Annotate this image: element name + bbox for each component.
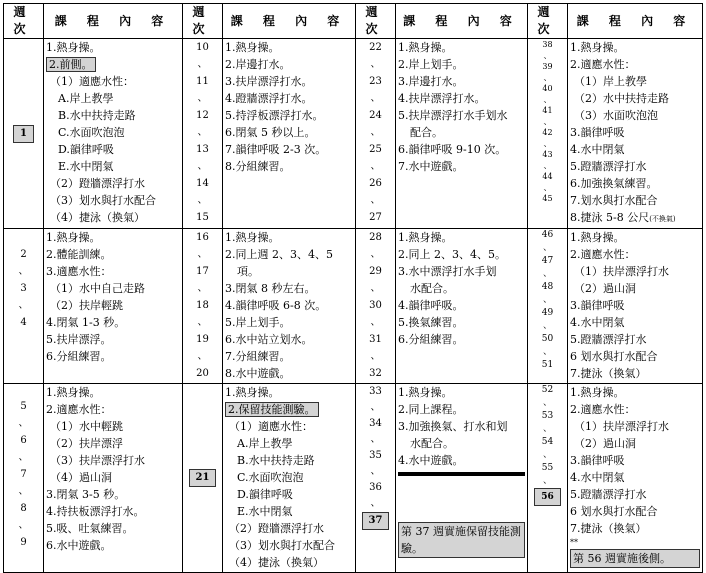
week-number: 7 bbox=[20, 469, 27, 480]
content-cell bbox=[396, 39, 528, 229]
content-line: 7.划水與打水配合 bbox=[570, 194, 658, 207]
week-separator: 、 bbox=[370, 283, 381, 294]
content-line: 6.分組練習。 bbox=[46, 350, 112, 363]
content-line: 5.蹬牆漂浮打水 bbox=[570, 488, 647, 501]
content-line: 6.水中站立划水。 bbox=[225, 333, 313, 346]
week-number: 4 bbox=[20, 317, 27, 328]
content-line: 3.扶岸漂浮打水。 bbox=[225, 75, 313, 88]
content-line: 8.捷泳 5-8 公尺 bbox=[570, 211, 650, 224]
week-separator: 、 bbox=[197, 283, 208, 294]
week-cell bbox=[4, 39, 44, 229]
week-separator: 、 bbox=[18, 520, 29, 531]
content-line: （4）捷泳（換氣） bbox=[229, 556, 324, 569]
week-number: 5 bbox=[20, 401, 27, 412]
header-content-1: 課 程 內 容 bbox=[44, 4, 183, 39]
content-line: 7.分組練習。 bbox=[225, 350, 291, 363]
content-line: （1）適應水性： bbox=[50, 75, 134, 88]
week-number: 48 bbox=[541, 282, 554, 292]
week-number: 27 bbox=[369, 212, 382, 223]
content-line: 4.扶岸漂浮打水。 bbox=[398, 92, 486, 105]
test-week-box: 37 bbox=[362, 512, 390, 530]
week-separator: 、 bbox=[542, 269, 552, 279]
week-cell bbox=[183, 39, 223, 229]
week-number: 51 bbox=[541, 360, 554, 370]
content-line: 2.岸邊打水。 bbox=[225, 58, 291, 71]
content-line: 1.熱身操。 bbox=[398, 231, 453, 244]
week-number: 49 bbox=[541, 308, 554, 318]
week-number: 11 bbox=[196, 76, 209, 87]
week-separator: 、 bbox=[370, 498, 381, 509]
content-line: 4.閉氣 1-3 秒。 bbox=[46, 316, 126, 329]
content-line: 6.韻律呼吸 9-10 次。 bbox=[398, 143, 507, 156]
content-line: （1）扶岸漂浮打水 bbox=[574, 265, 669, 278]
week-separator: 、 bbox=[542, 450, 552, 460]
week-separator: 、 bbox=[543, 51, 552, 60]
block-row-1 bbox=[4, 39, 703, 229]
week-cell bbox=[528, 229, 568, 384]
week-cell bbox=[4, 229, 44, 384]
week-cell bbox=[183, 229, 223, 384]
content-line: ** bbox=[570, 538, 578, 547]
week-separator: 、 bbox=[542, 476, 552, 486]
content-line: 1.熱身操。 bbox=[46, 386, 101, 399]
content-cell bbox=[223, 384, 356, 573]
week-number: 28 bbox=[369, 232, 382, 243]
content-line: 5.換氣練習。 bbox=[398, 316, 464, 329]
week-number: 36 bbox=[369, 482, 382, 493]
content-line: 4.水中閉氣 bbox=[570, 316, 625, 329]
week-number: 25 bbox=[369, 144, 382, 155]
week-number: 9 bbox=[20, 537, 27, 548]
header-row bbox=[4, 4, 703, 39]
week-number: 52 bbox=[541, 385, 554, 395]
content-cell bbox=[568, 39, 703, 229]
content-line: 5.蹬牆漂浮打水 bbox=[570, 160, 647, 173]
header-content-4: 課 程 內 容 bbox=[568, 4, 703, 39]
week-separator: 、 bbox=[370, 351, 381, 362]
content-line: D.韻律呼吸 bbox=[58, 143, 114, 156]
week-separator: 、 bbox=[197, 195, 208, 206]
content-cell bbox=[396, 384, 528, 573]
week-number: 16 bbox=[196, 232, 209, 243]
week-separator: 、 bbox=[543, 161, 552, 170]
week-separator: 、 bbox=[370, 317, 381, 328]
week-separator: 、 bbox=[542, 398, 552, 408]
content-line: 4.韻律呼吸 6-8 次。 bbox=[225, 299, 327, 312]
small-note: (不換氣) bbox=[649, 215, 676, 223]
week-number: 42 bbox=[542, 128, 553, 137]
week-separator: 、 bbox=[542, 243, 552, 253]
content-line: 2.適應水性： bbox=[570, 58, 636, 71]
week-number: 26 bbox=[369, 178, 382, 189]
week-separator: 、 bbox=[197, 249, 208, 260]
content-line: 1.熱身操。 bbox=[570, 386, 625, 399]
week-number: 38 bbox=[542, 40, 553, 49]
week-cell bbox=[183, 384, 223, 573]
content-line: 3.岸邊打水。 bbox=[398, 75, 464, 88]
content-line: 1.熱身操。 bbox=[46, 41, 101, 54]
content-line: 配合。 bbox=[410, 126, 443, 139]
content-line: B.水中扶持走路 bbox=[237, 454, 315, 467]
content-cell bbox=[44, 39, 183, 229]
week-separator: 、 bbox=[197, 93, 208, 104]
test-week-box: 21 bbox=[189, 469, 217, 487]
content-line: （1）扶岸漂浮打水 bbox=[574, 420, 669, 433]
block-row-3 bbox=[4, 384, 703, 573]
week-separator: 、 bbox=[370, 59, 381, 70]
content-line: 1.熱身操。 bbox=[225, 386, 280, 399]
content-line: （3）水面吹泡泡 bbox=[574, 109, 658, 122]
content-line: （1）水中自己走路 bbox=[50, 282, 145, 295]
content-line: 7.捷泳（換氣） bbox=[570, 367, 647, 380]
content-line: 5.吸、吐氣練習。 bbox=[46, 522, 134, 535]
content-cell bbox=[568, 229, 703, 384]
content-line: 水配合。 bbox=[410, 282, 454, 295]
week-separator: 、 bbox=[18, 418, 29, 429]
content-line: 7.捷泳（換氣） bbox=[570, 522, 647, 535]
week-separator: 、 bbox=[543, 139, 552, 148]
week-separator: 、 bbox=[197, 59, 208, 70]
week-number: 6 bbox=[20, 435, 27, 446]
week-number: 46 bbox=[541, 230, 554, 240]
week-separator: 、 bbox=[542, 295, 552, 305]
content-line: A.岸上教學 bbox=[58, 92, 114, 105]
week-number: 32 bbox=[369, 368, 382, 379]
content-line: （4）過山洞 bbox=[50, 471, 112, 484]
week-separator: 、 bbox=[370, 93, 381, 104]
week-separator: 、 bbox=[542, 321, 552, 331]
week-number: 53 bbox=[541, 411, 554, 421]
week-number: 54 bbox=[541, 437, 554, 447]
week-cell bbox=[356, 39, 396, 229]
week-number: 41 bbox=[542, 106, 553, 115]
content-line: （3）划水與打水配合 bbox=[229, 539, 335, 552]
week-separator: 、 bbox=[543, 183, 552, 192]
week-separator: 、 bbox=[542, 347, 552, 357]
content-cell bbox=[44, 384, 183, 573]
content-line: 3.適應水性： bbox=[46, 265, 112, 278]
content-line: （2）水中扶持走路 bbox=[574, 92, 669, 105]
content-cell bbox=[568, 384, 703, 573]
content-line: 2.岸上划手。 bbox=[398, 58, 464, 71]
content-line: C.水面吹泡泡 bbox=[237, 471, 304, 484]
week-number: 45 bbox=[542, 194, 553, 203]
content-line: 6.水中遊戲。 bbox=[46, 539, 112, 552]
week-separator: 、 bbox=[370, 434, 381, 445]
week-number: 22 bbox=[369, 42, 382, 53]
content-line: 6.閉氣 5 秒以上。 bbox=[225, 126, 316, 139]
header-week-2: 週 次 bbox=[183, 4, 223, 39]
week-separator: 、 bbox=[197, 351, 208, 362]
content-line: （2）蹬牆漂浮打水 bbox=[229, 522, 324, 535]
content-line: （1）水中輕跳 bbox=[50, 420, 123, 433]
content-cell bbox=[223, 39, 356, 229]
content-line: 7.韻律呼吸 2-3 次。 bbox=[225, 143, 327, 156]
content-line: 3.閉氣 8 秒左右。 bbox=[225, 282, 316, 295]
current-week-box: 1 bbox=[13, 125, 34, 143]
week-number: 23 bbox=[369, 76, 382, 87]
content-line: （1）岸上教學 bbox=[574, 75, 647, 88]
content-line: 6 划水與打水配合 bbox=[570, 505, 658, 518]
content-line: （2）扶岸輕跳 bbox=[50, 299, 123, 312]
content-line: 水配合。 bbox=[410, 437, 454, 450]
week-cell bbox=[528, 39, 568, 229]
header-week-4: 週 次 bbox=[528, 4, 568, 39]
content-line: 4.水中閉氣 bbox=[570, 471, 625, 484]
week-number: 35 bbox=[369, 450, 382, 461]
content-line: 1.熱身操。 bbox=[398, 386, 453, 399]
week-number: 30 bbox=[369, 300, 382, 311]
week-number: 17 bbox=[196, 266, 209, 277]
week-number: 10 bbox=[196, 42, 209, 53]
week-number: 18 bbox=[196, 300, 209, 311]
content-line: （2）蹬牆漂浮打水 bbox=[50, 177, 145, 190]
week-cell bbox=[4, 384, 44, 573]
content-line: 1.熱身操。 bbox=[46, 231, 101, 244]
content-line: 6.分組練習。 bbox=[398, 333, 464, 346]
week-separator: 、 bbox=[197, 127, 208, 138]
week-number: 20 bbox=[196, 368, 209, 379]
week-cell bbox=[356, 384, 396, 573]
week-number: 40 bbox=[542, 84, 553, 93]
content-line: （3）扶岸漂浮打水 bbox=[50, 454, 145, 467]
week-number: 55 bbox=[541, 463, 554, 473]
content-line: 項。 bbox=[237, 265, 259, 278]
thick-divider bbox=[398, 472, 525, 476]
content-line: 8.分組練習。 bbox=[225, 160, 291, 173]
content-line: 3.水中漂浮打水手划 bbox=[398, 265, 497, 278]
content-line: 1.熱身操。 bbox=[570, 41, 625, 54]
week-number: 31 bbox=[369, 334, 382, 345]
header-week-1: 週 次 bbox=[4, 4, 44, 39]
content-line: 2.體能訓練。 bbox=[46, 248, 112, 261]
content-line: 2.適應水性： bbox=[570, 248, 636, 261]
content-line: （4）捷泳（換氣） bbox=[50, 211, 145, 224]
content-cell bbox=[44, 229, 183, 384]
week-separator: 、 bbox=[543, 117, 552, 126]
week-number: 44 bbox=[542, 172, 553, 181]
week-separator: 、 bbox=[543, 95, 552, 104]
content-line: 3.加強換氣、打水和划 bbox=[398, 420, 508, 433]
week-number: 12 bbox=[196, 110, 209, 121]
content-cell bbox=[223, 229, 356, 384]
block-row-2 bbox=[4, 229, 703, 384]
content-line: C.水面吹泡泡 bbox=[58, 126, 125, 139]
content-cell bbox=[396, 229, 528, 384]
post-test-note: 第 56 週實施後側。 bbox=[570, 549, 700, 568]
week-separator: 、 bbox=[18, 300, 29, 311]
week-number: 2 bbox=[20, 249, 27, 260]
content-line: 7.水中遊戲。 bbox=[398, 160, 464, 173]
content-line: 2.適應水性： bbox=[46, 403, 112, 416]
week-separator: 、 bbox=[370, 161, 381, 172]
week-separator: 、 bbox=[18, 486, 29, 497]
week-cell bbox=[528, 384, 568, 573]
post-test-week-box: 56 bbox=[534, 488, 561, 506]
content-line: 4.韻律呼吸。 bbox=[398, 299, 464, 312]
content-line: E.水中閉氣 bbox=[237, 505, 293, 518]
retention-test-note: 第 37 週實施保留技能測驗。 bbox=[398, 522, 525, 558]
content-line: 2.適應水性： bbox=[570, 403, 636, 416]
week-number: 13 bbox=[196, 144, 209, 155]
week-separator: 、 bbox=[197, 161, 208, 172]
content-line: 6 划水與打水配合 bbox=[570, 350, 658, 363]
content-line-highlight: 2.保留技能測驗。 bbox=[225, 402, 319, 417]
content-line: 6.加強換氣練習。 bbox=[570, 177, 658, 190]
week-separator: 、 bbox=[543, 73, 552, 82]
content-line-highlight: 2.前側。 bbox=[46, 57, 96, 72]
content-line: （2）扶岸漂浮 bbox=[50, 437, 123, 450]
content-line: 5.扶岸漂浮。 bbox=[46, 333, 112, 346]
week-number: 43 bbox=[542, 150, 553, 159]
content-line: 3.韻律呼吸 bbox=[570, 299, 625, 312]
week-separator: 、 bbox=[370, 195, 381, 206]
content-line: （3）划水與打水配合 bbox=[50, 194, 156, 207]
week-number: 34 bbox=[369, 418, 382, 429]
content-line: 5.扶岸漂浮打水手划水 bbox=[398, 109, 508, 122]
content-line: 3.韻律呼吸 bbox=[570, 126, 625, 139]
content-line: 2.同上課程。 bbox=[398, 403, 464, 416]
week-separator: 、 bbox=[18, 452, 29, 463]
content-line: A.岸上教學 bbox=[237, 437, 293, 450]
content-line: 3.閉氣 3-5 秒。 bbox=[46, 488, 126, 501]
header-week-3: 週 次 bbox=[356, 4, 396, 39]
content-line: E.水中閉氣 bbox=[58, 160, 114, 173]
week-cell bbox=[356, 229, 396, 384]
content-line: 4.蹬牆漂浮打水。 bbox=[225, 92, 313, 105]
week-number: 47 bbox=[541, 256, 554, 266]
week-separator: 、 bbox=[370, 466, 381, 477]
week-number: 50 bbox=[541, 334, 554, 344]
week-number: 15 bbox=[196, 212, 209, 223]
week-number: 8 bbox=[20, 503, 27, 514]
week-number: 29 bbox=[369, 266, 382, 277]
week-separator: 、 bbox=[370, 249, 381, 260]
content-line: （2）過山洞 bbox=[574, 437, 636, 450]
content-line: B.水中扶持走路 bbox=[58, 109, 136, 122]
week-separator: 、 bbox=[18, 266, 29, 277]
week-number: 39 bbox=[542, 62, 553, 71]
content-line: 1.熱身操。 bbox=[570, 231, 625, 244]
content-line: 8.水中遊戲。 bbox=[225, 367, 291, 380]
week-number: 24 bbox=[369, 110, 382, 121]
content-line: （2）過山洞 bbox=[574, 282, 636, 295]
content-line: 4.水中閉氣 bbox=[570, 143, 625, 156]
week-number: 3 bbox=[20, 283, 27, 294]
content-line: 5.蹬牆漂浮打水 bbox=[570, 333, 647, 346]
header-content-2: 課 程 內 容 bbox=[223, 4, 356, 39]
content-line: 1.熱身操。 bbox=[398, 41, 453, 54]
content-line: 2.同上週 2、3、4、5 bbox=[225, 248, 333, 261]
content-line: （1）適應水性： bbox=[229, 420, 313, 433]
week-separator: 、 bbox=[542, 424, 552, 434]
content-line: 5.持浮板漂浮打水。 bbox=[225, 109, 324, 122]
course-schedule-table bbox=[3, 3, 703, 573]
content-line: 4.水中遊戲。 bbox=[398, 454, 464, 467]
week-number: 14 bbox=[196, 178, 209, 189]
week-separator: 、 bbox=[370, 402, 381, 413]
content-line: 3.韻律呼吸 bbox=[570, 454, 625, 467]
week-number: 19 bbox=[196, 334, 209, 345]
content-line: 1.熱身操。 bbox=[225, 231, 280, 244]
content-line: 1.熱身操。 bbox=[225, 41, 280, 54]
week-separator: 、 bbox=[370, 127, 381, 138]
header-content-3: 課 程 內 容 bbox=[396, 4, 528, 39]
content-line: 2.同上 2、3、4、5。 bbox=[398, 248, 506, 261]
week-number: 33 bbox=[369, 386, 382, 397]
content-line: 5.岸上划手。 bbox=[225, 316, 291, 329]
content-line: D.韻律呼吸 bbox=[237, 488, 293, 501]
week-separator: 、 bbox=[197, 317, 208, 328]
content-line: 4.持扶板漂浮打水。 bbox=[46, 505, 145, 518]
